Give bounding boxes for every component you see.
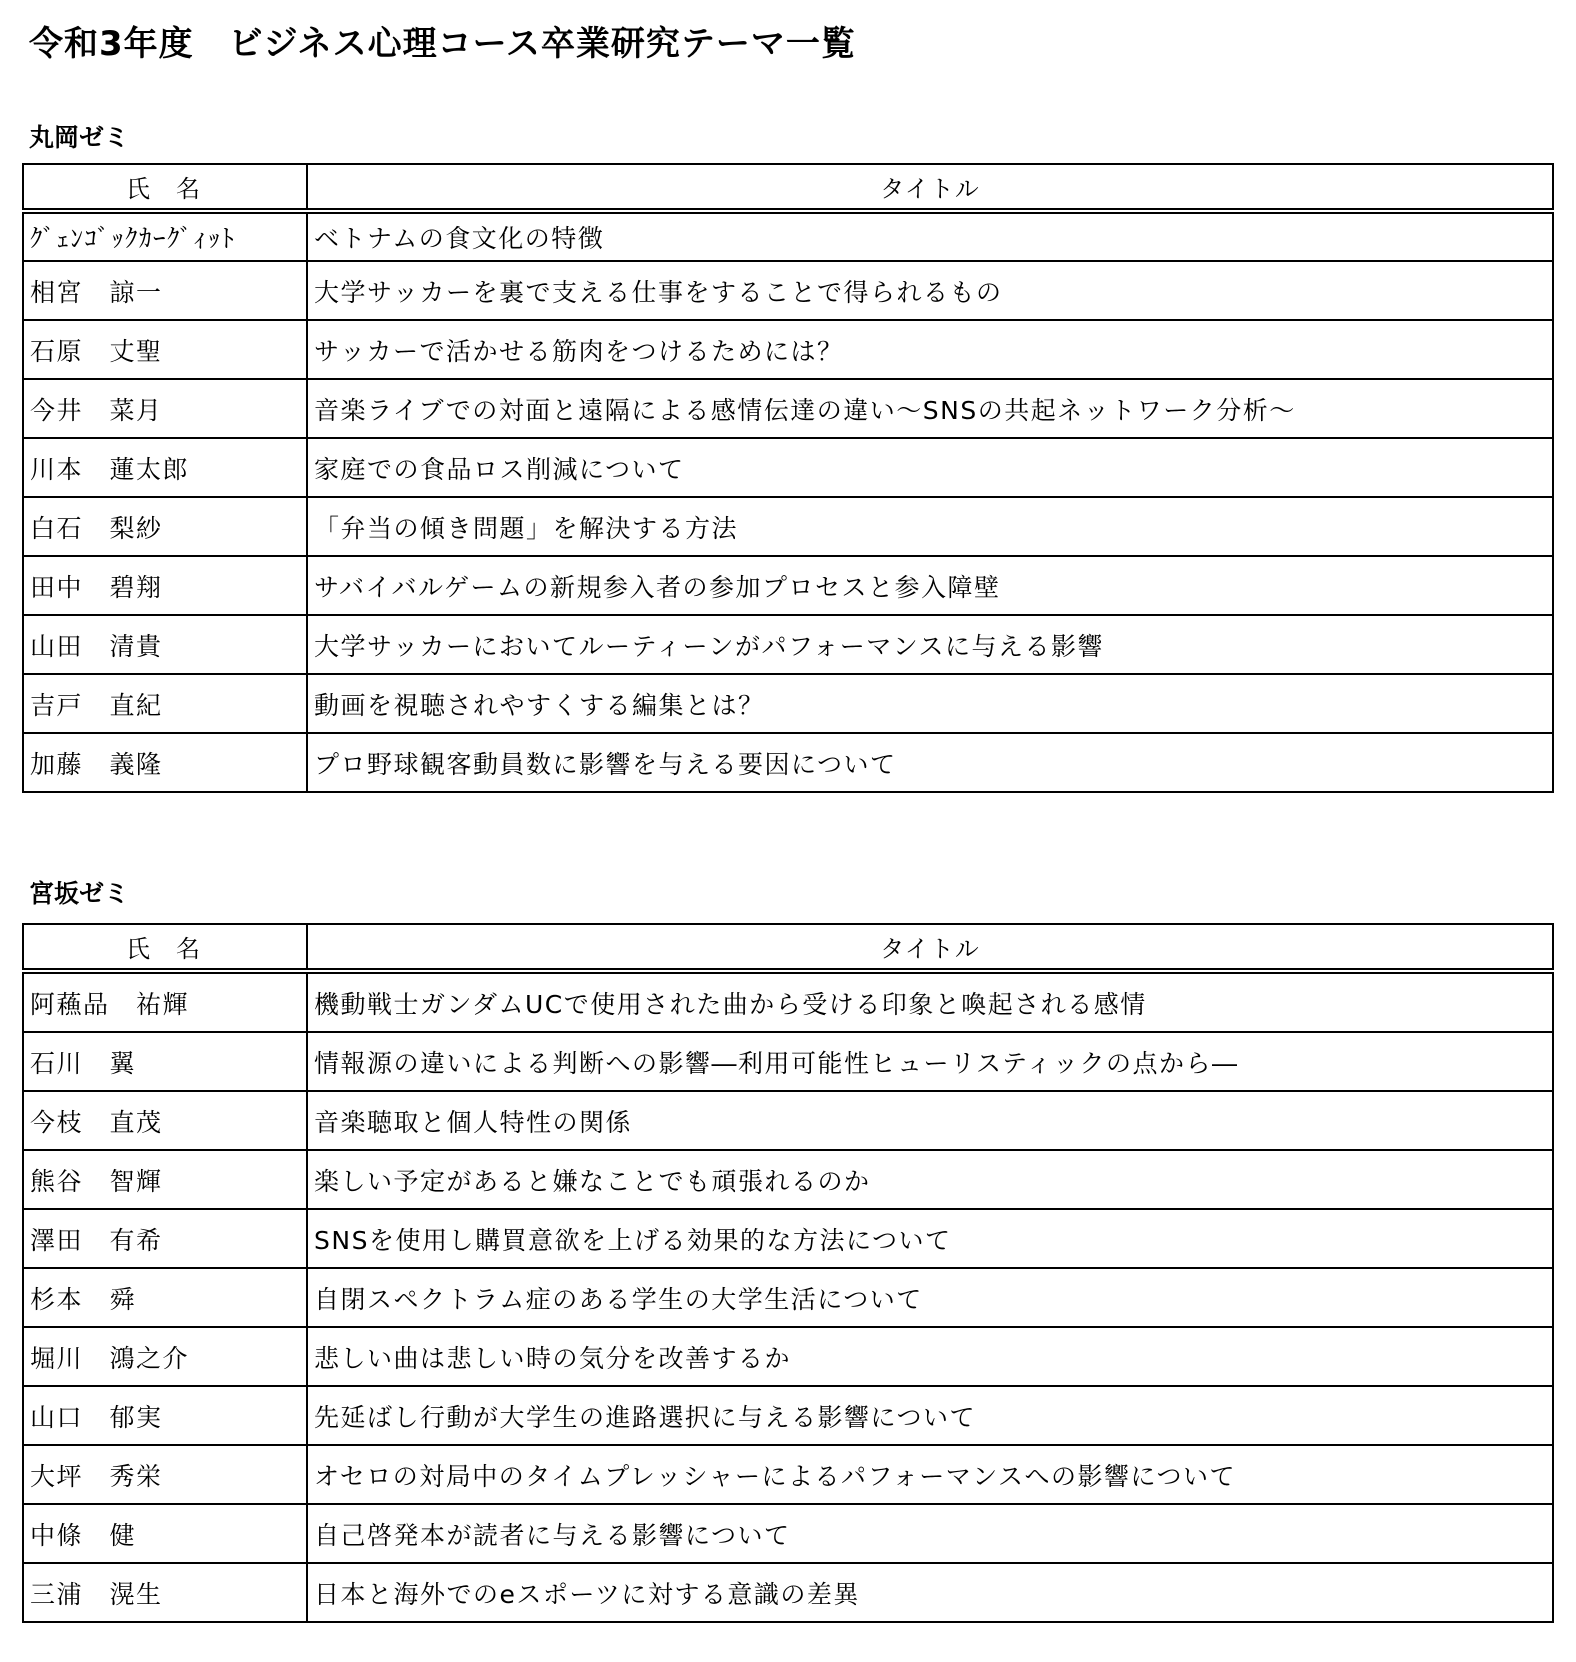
student-name-cell: 阿蘓品 祐輝 xyxy=(23,971,307,1032)
thesis-title-cell: サバイバルゲームの新規参入者の参加プロセスと参入障壁 xyxy=(307,556,1553,615)
table-row xyxy=(23,1504,1553,1563)
thesis-title-cell: 悲しい曲は悲しい時の気分を改善するか xyxy=(307,1327,1553,1386)
table-header-row xyxy=(23,164,1553,211)
table-row xyxy=(23,1445,1553,1504)
theme-table-maruoka-seminar xyxy=(22,163,1554,793)
thesis-title-cell: 先延ばし行動が大学生の進路選択に与える影響について xyxy=(307,1386,1553,1445)
column-header-name: 氏 名 xyxy=(23,164,307,211)
thesis-title-cell: 音楽聴取と個人特性の関係 xyxy=(307,1091,1553,1150)
thesis-title-cell: 自閉スペクトラム症のある学生の大学生活について xyxy=(307,1268,1553,1327)
section-heading-miyasaka-seminar: 宮坂ゼミ xyxy=(29,879,130,908)
table-row xyxy=(23,1150,1553,1209)
thesis-title-cell: 家庭での食品ロス削減について xyxy=(307,438,1553,497)
thesis-title-cell: 動画を視聴されやすくする編集とは？ xyxy=(307,674,1553,733)
thesis-title-cell: プロ野球観客動員数に影響を与える要因について xyxy=(307,733,1553,792)
column-header-title: タイトル xyxy=(307,924,1553,971)
thesis-title-cell: ベトナムの食文化の特徴 xyxy=(307,211,1553,261)
student-name-cell: 川本 蓮太郎 xyxy=(23,438,307,497)
table-row xyxy=(23,211,1553,261)
table-row xyxy=(23,556,1553,615)
thesis-title-cell: SNSを使用し購買意欲を上げる効果的な方法について xyxy=(307,1209,1553,1268)
table-row xyxy=(23,1386,1553,1445)
thesis-title-cell: サッカーで活かせる筋肉をつけるためには？ xyxy=(307,320,1553,379)
thesis-title-cell: オセロの対局中のタイムプレッシャーによるパフォーマンスへの影響について xyxy=(307,1445,1553,1504)
table-row xyxy=(23,261,1553,320)
student-name-cell: 熊谷 智輝 xyxy=(23,1150,307,1209)
student-name-cell: 杉本 舜 xyxy=(23,1268,307,1327)
thesis-title-cell: 情報源の違いによる判断への影響―利用可能性ヒューリスティックの点から― xyxy=(307,1032,1553,1091)
table-row xyxy=(23,1327,1553,1386)
student-name-cell: 吉戸 直紀 xyxy=(23,674,307,733)
thesis-title-cell: 音楽ライブでの対面と遠隔による感情伝達の違い～SNSの共起ネットワーク分析～ xyxy=(307,379,1553,438)
table-row xyxy=(23,379,1553,438)
thesis-title-cell: 大学サッカーにおいてルーティーンがパフォーマンスに与える影響 xyxy=(307,615,1553,674)
table-row xyxy=(23,674,1553,733)
student-name-cell: 白石 梨紗 xyxy=(23,497,307,556)
student-name-cell: 加藤 義隆 xyxy=(23,733,307,792)
table-row xyxy=(23,1209,1553,1268)
student-name-cell: 今枝 直茂 xyxy=(23,1091,307,1150)
student-name-cell: 大坪 秀栄 xyxy=(23,1445,307,1504)
student-name-cell: 石川 翼 xyxy=(23,1032,307,1091)
table-row xyxy=(23,1091,1553,1150)
column-header-title: タイトル xyxy=(307,164,1553,211)
thesis-title-cell: 大学サッカーを裏で支える仕事をすることで得られるもの xyxy=(307,261,1553,320)
student-name-cell: 山田 清貴 xyxy=(23,615,307,674)
student-name-cell: 石原 丈聖 xyxy=(23,320,307,379)
table-row xyxy=(23,1032,1553,1091)
theme-table-miyasaka-seminar xyxy=(22,923,1554,1623)
table-row xyxy=(23,733,1553,792)
student-name-cell: 堀川 鴻之介 xyxy=(23,1327,307,1386)
student-name-cell: 今井 菜月 xyxy=(23,379,307,438)
thesis-title-cell: 機動戦士ガンダムUCで使用された曲から受ける印象と喚起される感情 xyxy=(307,971,1553,1032)
student-name-cell: 山口 郁実 xyxy=(23,1386,307,1445)
student-name-cell: 三浦 滉生 xyxy=(23,1563,307,1622)
thesis-title-cell: 「弁当の傾き問題」を解決する方法 xyxy=(307,497,1553,556)
section-heading-maruoka-seminar: 丸岡ゼミ xyxy=(29,123,130,152)
table-row xyxy=(23,1563,1553,1622)
thesis-title-cell: 楽しい予定があると嫌なことでも頑張れるのか xyxy=(307,1150,1553,1209)
table-row xyxy=(23,497,1553,556)
student-name-cell: 中條 健 xyxy=(23,1504,307,1563)
table-header-row xyxy=(23,924,1553,971)
thesis-title-cell: 日本と海外でのeスポーツに対する意識の差異 xyxy=(307,1563,1553,1622)
table-row xyxy=(23,971,1553,1032)
thesis-title-cell: 自己啓発本が読者に与える影響について xyxy=(307,1504,1553,1563)
student-name-cell: ｸﾞｪﾝｺﾞｯｸｶｰｸﾞｨｯﾄ xyxy=(23,211,307,261)
column-header-name: 氏 名 xyxy=(23,924,307,971)
student-name-cell: 澤田 有希 xyxy=(23,1209,307,1268)
student-name-cell: 田中 碧翔 xyxy=(23,556,307,615)
table-row xyxy=(23,615,1553,674)
table-row xyxy=(23,438,1553,497)
page-title: 令和3年度 ビジネス心理コース卒業研究テーマ一覧 xyxy=(29,24,856,64)
table-row xyxy=(23,1268,1553,1327)
student-name-cell: 相宮 諒一 xyxy=(23,261,307,320)
table-row xyxy=(23,320,1553,379)
